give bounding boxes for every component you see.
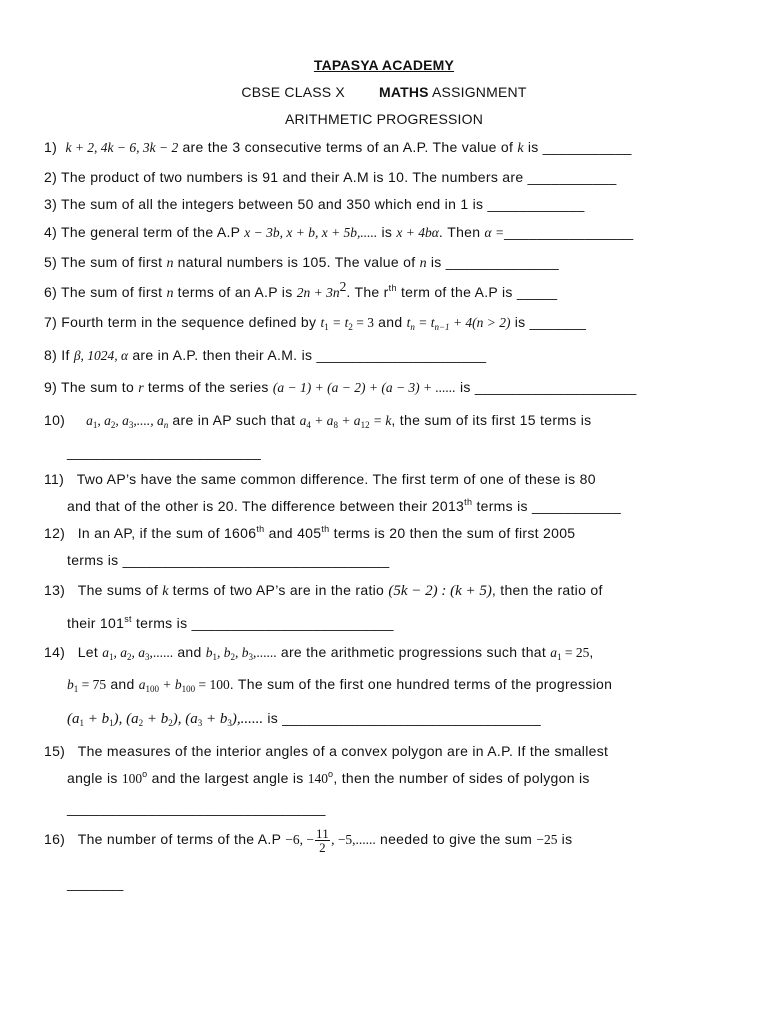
q-text: is — [557, 831, 573, 848]
q-number: 6) — [44, 284, 58, 300]
math-subscript: 3 — [197, 718, 203, 728]
math-expr: a — [138, 677, 146, 692]
math-subscript: 4 — [306, 420, 311, 430]
math-var: n — [166, 286, 174, 301]
math-exponent: 2 — [339, 279, 347, 294]
math-expr: , b — [235, 645, 249, 660]
math-expr: α = — [484, 225, 505, 240]
math-expr: ,...... — [253, 645, 277, 660]
math-subscript: 2 — [138, 718, 144, 728]
math-expr: = t — [414, 315, 435, 330]
q-text: The measures of the interior angles of a convex polygon are in A.P. If the smallest — [77, 743, 609, 759]
question-15-blank: ________________________________ — [67, 800, 326, 816]
math-expr: β, 1024, α — [73, 348, 129, 363]
q-text: . Then — [438, 224, 485, 240]
question-2 — [44, 169, 617, 185]
math-subscript: 3 — [145, 652, 150, 662]
q-text: , — [589, 644, 594, 660]
question-10 — [44, 412, 591, 429]
q-text: is ___________ — [523, 139, 632, 155]
math-var: n — [166, 256, 174, 271]
math-expr: ), (a — [113, 711, 139, 727]
math-expr: = 100 — [195, 677, 230, 692]
q-text: are in AP such that — [168, 412, 300, 428]
q-text: and — [106, 676, 139, 692]
math-expr: −6, − — [285, 832, 314, 848]
topic-title: ARITHMETIC PROGRESSION — [284, 111, 484, 127]
math-expr: x − 3b, x + b, x + 5b,..... — [244, 225, 378, 240]
q-text: terms is 20 then the sum of first 2005 — [329, 525, 576, 541]
math-subscript: n — [163, 420, 169, 430]
q-text: If — [57, 347, 74, 363]
q-text: terms is ___________ — [472, 498, 621, 514]
q-text: The number of terms of the A.P — [77, 831, 286, 848]
math-var: r — [138, 381, 144, 396]
math-expr: x + 4bα — [396, 225, 439, 240]
math-subscript: 2 — [110, 420, 116, 430]
q-text: . The r — [346, 284, 389, 300]
math-subscript: 1 — [109, 652, 114, 662]
q-text: , the sum of its first 15 terms is — [391, 412, 592, 428]
q-text: The sum of first — [57, 284, 167, 300]
question-4 — [44, 224, 634, 241]
q-text: terms of two AP’s are in the ratio — [168, 582, 389, 598]
q-text: are the arithmetic progressions such that — [276, 644, 551, 660]
math-var: n — [419, 256, 427, 271]
q-text: , then the ratio of — [491, 582, 603, 598]
fraction-numerator: 11 — [315, 826, 330, 841]
q-text: The sum of first — [57, 254, 167, 270]
q-text: is — [377, 224, 397, 240]
math-subscript: 1 — [109, 718, 114, 728]
math-expr: (5k − 2) : (k + 5) — [388, 583, 492, 599]
question-11-line-2 — [67, 498, 621, 514]
math-subscript: 1 — [79, 718, 84, 728]
q-number: 15) — [44, 743, 66, 759]
q-text: needed to give the sum — [375, 831, 537, 848]
q-text: The sum to — [57, 379, 139, 395]
q-text: terms is _________________________ — [131, 615, 394, 631]
q-text: and — [373, 314, 407, 330]
question-13 — [44, 582, 603, 600]
q-number: 13) — [44, 582, 66, 598]
math-expr: + a — [337, 413, 361, 428]
q-text: ________________ — [504, 224, 634, 240]
class-subject-line — [0, 84, 768, 100]
q-number: 8) — [44, 347, 58, 363]
math-expr: −25 — [536, 832, 558, 848]
question-15 — [44, 743, 608, 759]
question-16-blank: _______ — [67, 875, 124, 891]
math-expr: k + 2, 4k − 6, 3k − 2 — [65, 140, 179, 155]
math-expr: b — [205, 645, 213, 660]
q-text: terms of the series — [143, 379, 273, 395]
question-14-line-2 — [67, 676, 612, 693]
q-text: are in A.P. then their A.M. is _____________________ — [128, 347, 487, 363]
math-subscript: 1 — [212, 652, 218, 662]
question-8 — [44, 347, 486, 364]
q-text: The product of two numbers is 91 and their A.M is 10. The numbers are ___________ — [57, 169, 617, 185]
q-number: 7) — [44, 314, 58, 330]
question-16 — [44, 827, 572, 854]
math-subscript: 2 — [168, 718, 173, 728]
math-subscript: 2 — [127, 652, 132, 662]
math-expr: t — [406, 315, 411, 330]
math-expr: = 75 — [78, 677, 107, 692]
ordinal-suffix: th — [321, 524, 330, 534]
fraction-denominator: 2 — [319, 840, 326, 855]
math-subscript: 3 — [248, 652, 254, 662]
assignment-label: ASSIGNMENT — [432, 84, 527, 100]
question-14-line-3 — [67, 710, 541, 728]
q-text: The sum of all the integers between 50 and 350 which end in 1 is ____________ — [57, 196, 585, 212]
question-3 — [44, 196, 585, 212]
ordinal-suffix: st — [124, 614, 132, 624]
math-expr: a — [86, 413, 93, 428]
math-expr: 100 — [121, 771, 143, 786]
question-11 — [44, 471, 596, 487]
q-text: The sums of — [77, 582, 163, 598]
question-1 — [44, 139, 632, 157]
math-expr: , −5,...... — [331, 832, 376, 848]
math-subscript: 1 — [92, 420, 98, 430]
question-12 — [44, 525, 575, 541]
math-expr: = k — [369, 413, 392, 428]
math-subscript: n — [410, 322, 415, 332]
math-expr: + a — [310, 413, 334, 428]
q-text: Let — [77, 644, 103, 660]
class-label: CBSE CLASS X — [241, 84, 345, 100]
math-expr: , b — [217, 645, 231, 660]
q-text: angle is — [67, 770, 122, 786]
q-text: The general term of the A.P — [57, 224, 245, 240]
q-text: natural numbers is 105. The value of — [173, 254, 420, 270]
math-expr: , a — [113, 645, 128, 660]
math-subscript: 100 — [181, 684, 196, 694]
math-var: k — [162, 584, 169, 599]
math-expr: + 4(n > 2) — [449, 315, 511, 330]
math-expr: = t — [328, 315, 349, 330]
ordinal-suffix: th — [464, 497, 473, 507]
math-expr: ), (a — [172, 711, 198, 727]
degree-symbol: o — [142, 769, 148, 779]
math-expr: = 25 — [561, 645, 590, 660]
q-number: 5) — [44, 254, 58, 270]
q-text: are the 3 consecutive terms of an A.P. The value of — [178, 139, 518, 155]
math-expr: 140 — [307, 771, 329, 786]
question-6 — [44, 279, 558, 302]
q-text: and — [173, 644, 206, 660]
math-expr: + b — [84, 711, 110, 727]
question-9 — [44, 379, 637, 397]
school-title: TAPASYA ACADEMY — [313, 57, 455, 73]
math-subscript: 1 — [324, 322, 329, 332]
math-expr: = 3 — [352, 315, 374, 330]
q-text: is _______ — [510, 314, 587, 330]
math-expr: , a — [131, 645, 146, 660]
q-number: 3) — [44, 196, 58, 212]
question-10-blank: ________________________ — [67, 444, 262, 460]
degree-symbol: o — [328, 769, 334, 779]
question-7 — [44, 314, 586, 331]
q-number: 12) — [44, 525, 66, 541]
q-number: 4) — [44, 224, 58, 240]
q-text: term of the A.P is _____ — [396, 284, 558, 300]
math-expr: (a — [67, 711, 80, 727]
math-expr: ,...., a — [133, 413, 164, 428]
math-expr: + b — [202, 711, 228, 727]
math-subscript: 12 — [360, 420, 370, 430]
q-text: and that of the other is 20. The difference between their 2013 — [67, 498, 465, 514]
fraction — [315, 827, 330, 854]
question-13-line-2 — [67, 615, 394, 631]
math-subscript: 8 — [333, 420, 338, 430]
math-expr: a — [550, 645, 558, 660]
math-expr: t — [320, 315, 325, 330]
ordinal-suffix: th — [256, 524, 265, 534]
q-text: is ________________________________ — [263, 710, 541, 726]
q-number: 9) — [44, 379, 58, 395]
ordinal-suffix: th — [388, 283, 397, 293]
q-text: In an AP, if the sum of 1606 — [77, 525, 257, 541]
q-text: terms of an A.P is — [173, 284, 297, 300]
question-15-line-2 — [67, 770, 590, 787]
q-text: and 405 — [264, 525, 322, 541]
q-text: , then the number of sides of polygon is — [333, 770, 590, 786]
q-number: 10) — [44, 412, 66, 428]
math-expr: ,...... — [149, 645, 174, 660]
q-text: . The sum of the first one hundred terms of the progression — [229, 676, 613, 692]
question-14 — [44, 644, 594, 661]
q-text: Two AP’s have the same common difference. The first term of one of these is 80 — [76, 471, 596, 487]
q-text: and the largest angle is — [147, 770, 308, 786]
q-text: is ____________________ — [455, 379, 637, 395]
math-subscript: n−1 — [434, 322, 450, 332]
math-subscript: 2 — [230, 652, 236, 662]
math-expr: a — [102, 645, 110, 660]
math-subscript: 1 — [73, 684, 79, 694]
q-number: 1) — [44, 139, 58, 155]
math-var: k — [517, 141, 524, 156]
q-number: 2) — [44, 169, 58, 185]
subject-label: MATHS — [378, 84, 429, 100]
math-expr: , a — [115, 413, 129, 428]
q-number: 14) — [44, 644, 66, 660]
math-subscript: 2 — [348, 322, 353, 332]
math-expr: + b — [159, 677, 182, 692]
q-number: 11) — [44, 471, 65, 487]
math-subscript: 1 — [557, 652, 562, 662]
math-expr: , a — [97, 413, 111, 428]
math-expr: 2n + 3n — [296, 285, 340, 300]
math-subscript: 3 — [227, 718, 232, 728]
math-subscript: 3 — [128, 420, 134, 430]
q-text: their 101 — [67, 615, 125, 631]
math-expr: b — [67, 677, 74, 692]
math-expr: a — [299, 413, 307, 428]
math-expr: (a − 1) + (a − 2) + (a − 3) + ...... — [272, 380, 456, 395]
math-expr: ),...... — [231, 711, 264, 727]
q-text: is ______________ — [426, 254, 559, 270]
q-number: 16) — [44, 831, 66, 848]
question-5 — [44, 254, 559, 272]
math-subscript: 100 — [145, 684, 160, 694]
q-text: Fourth term in the sequence defined by — [57, 314, 321, 330]
math-expr: + b — [143, 711, 169, 727]
question-12-line-2: terms is _________________________________ — [67, 552, 390, 568]
